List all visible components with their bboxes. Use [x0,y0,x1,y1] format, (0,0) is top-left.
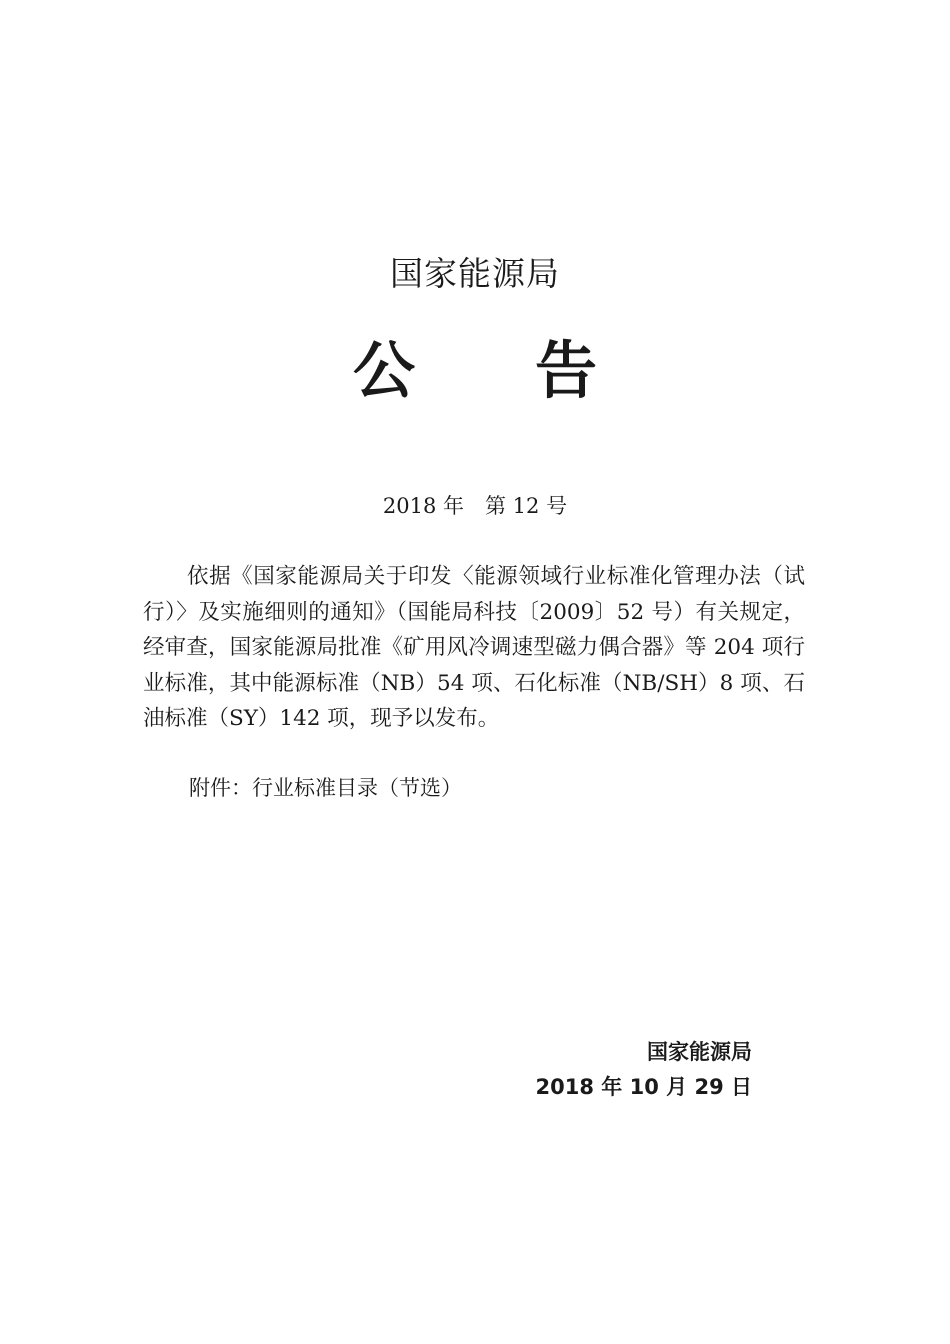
signature-date: 2018 年 10 月 29 日 [535,1075,752,1099]
signature-block [536,1035,752,1105]
document-number: 2018 年 第 12 号 [382,494,568,518]
title-char-1: 公 [352,334,415,407]
signature-issuer: 国家能源局 [647,1040,752,1064]
title-char-2: 告 [535,334,598,407]
attachment-note: 附件：行业标准目录（节选） [189,776,462,800]
issuing-agency-header: 国家能源局 [390,254,560,293]
announcement-body: 依据《国家能源局关于印发〈能源领域行业标准化管理办法（试行）〉及实施细则的通知》（国能局科技〔2009〕52 号）有关规定，经审查，国家能源局批准《矿用风冷调速型磁力偶合器》等 204 项行业标准，其中能源标准（NB）54 项、石化标准（NB/SH）8 项、石油标准（SY）142 项，现予以发布。 [143,564,805,731]
document-title [0,336,950,406]
